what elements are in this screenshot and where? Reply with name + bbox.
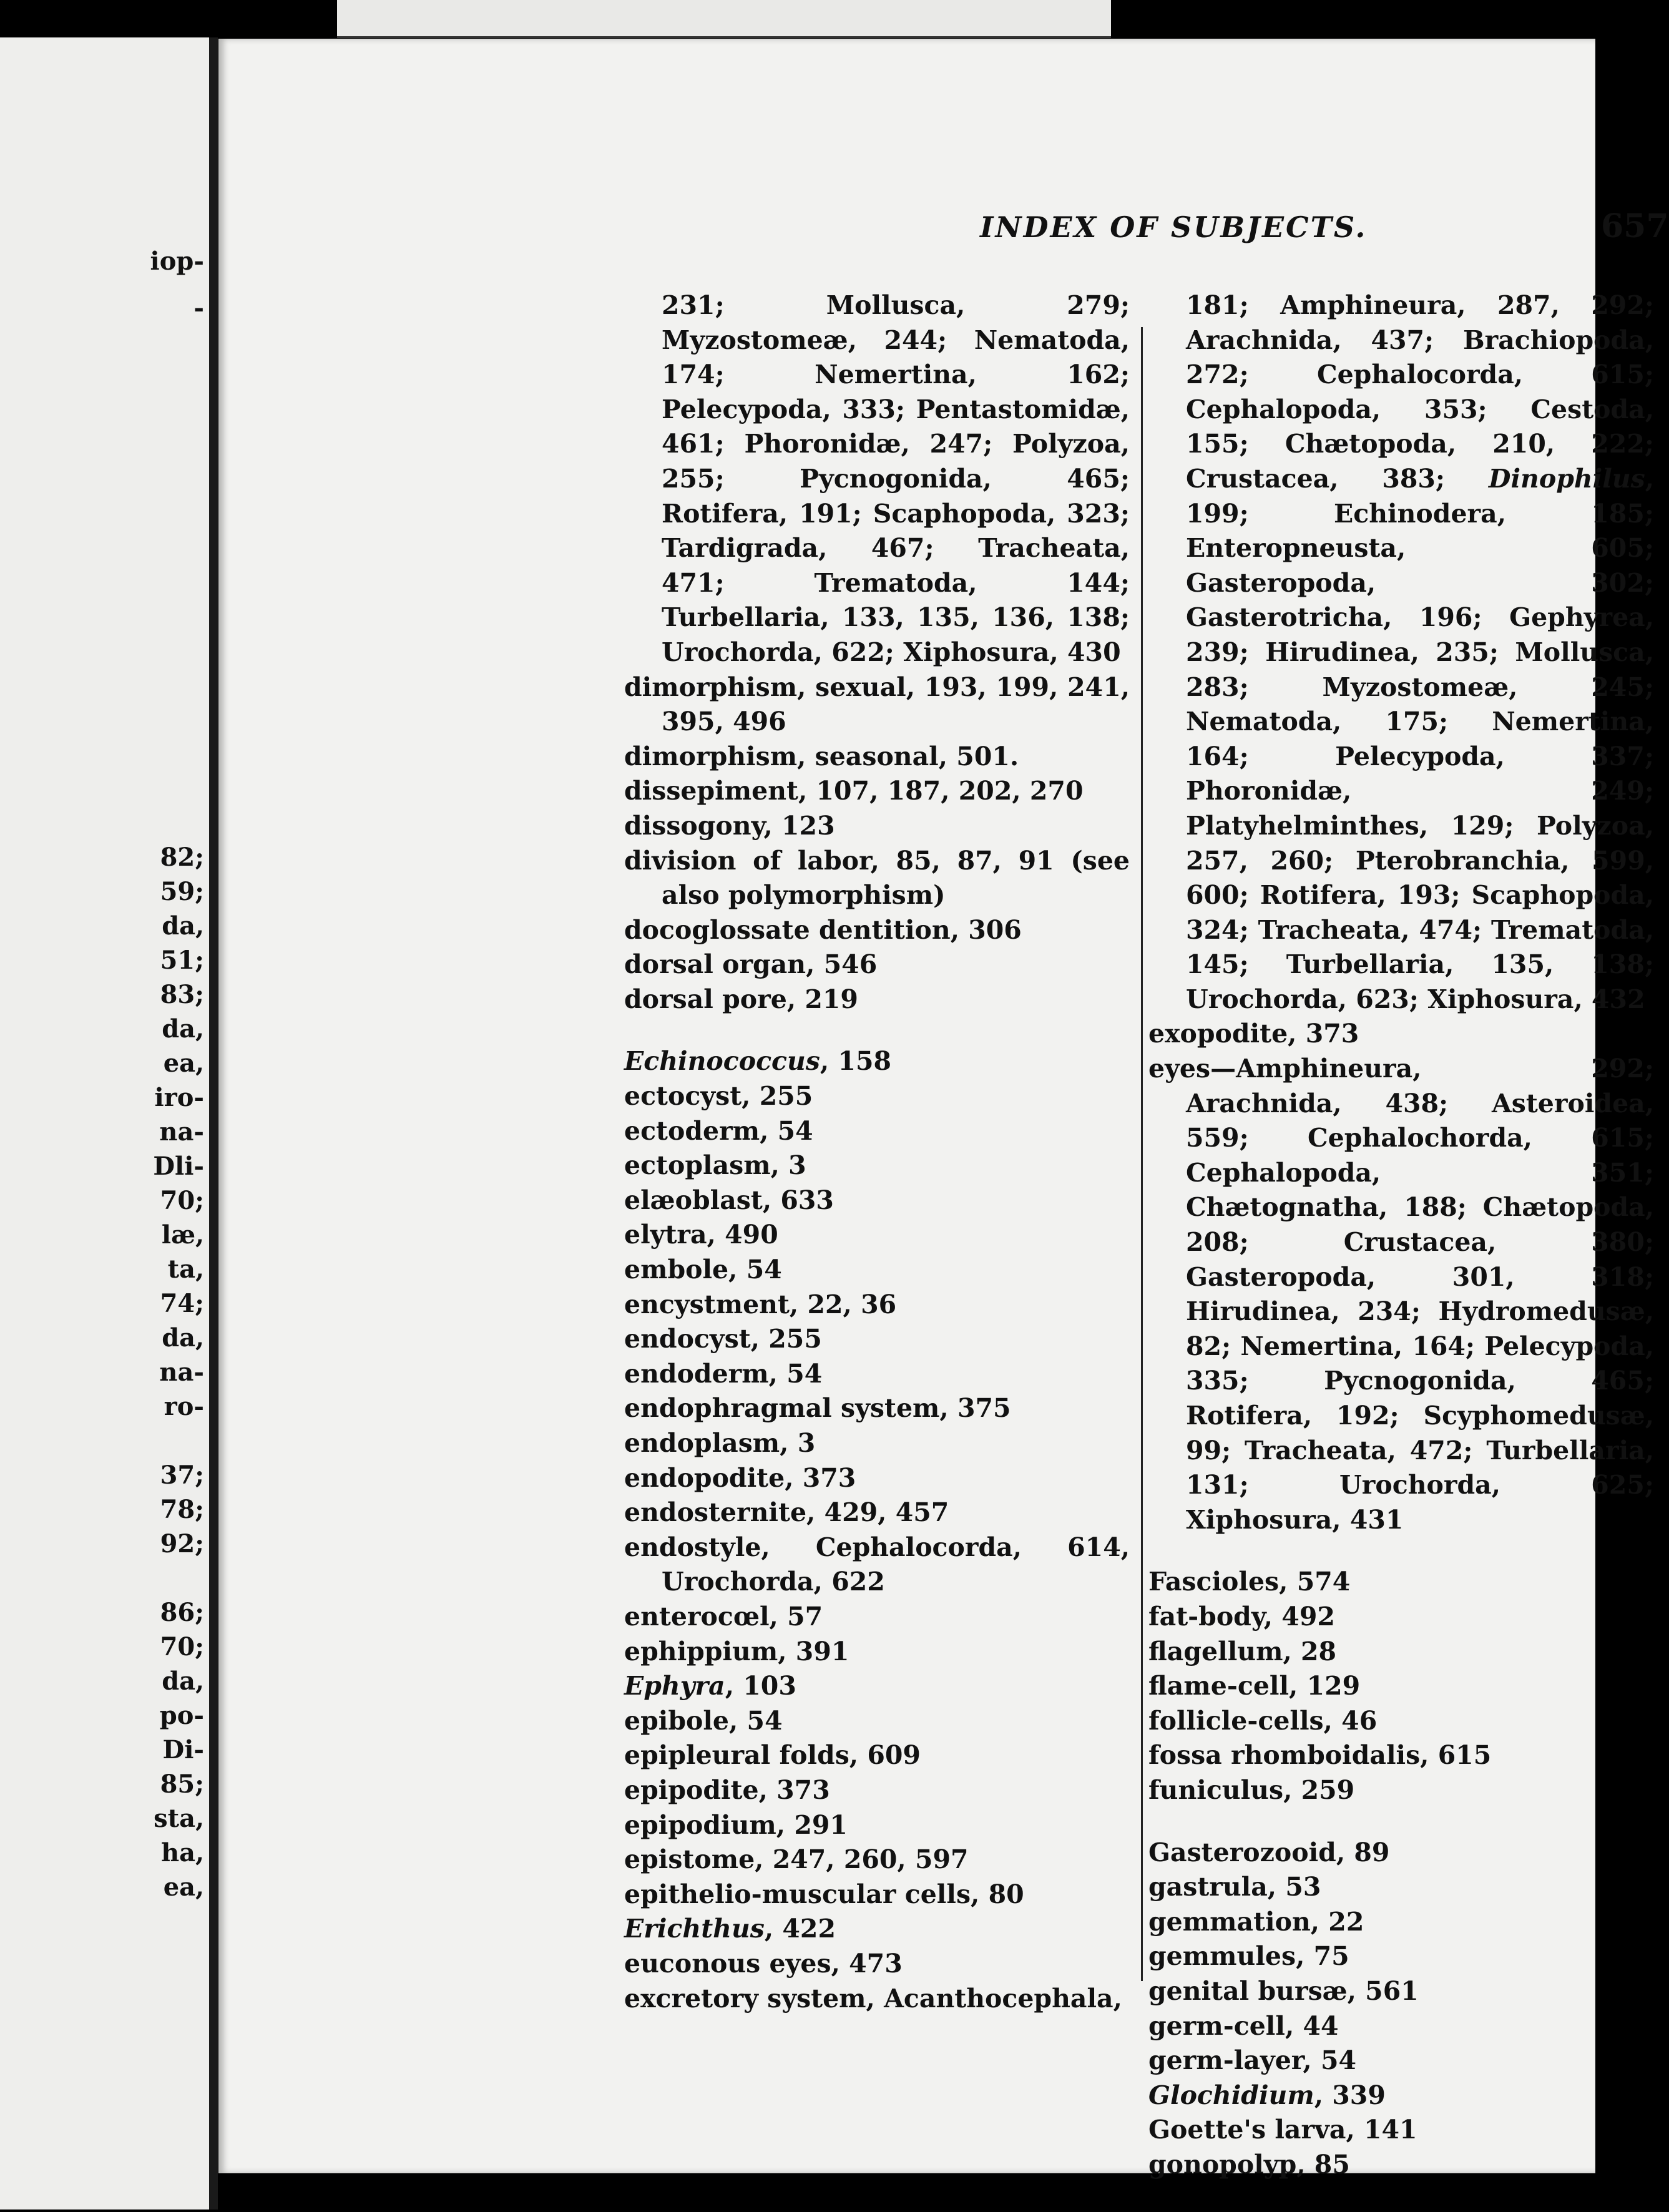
index-entry-text: germ-layer, 54 [1148,2045,1357,2076]
index-entry [1148,2113,1654,2148]
previous-page-text-fragment: 37; [160,1461,204,1490]
index-entry-text: , 199; Echinodera, 185; Enteropneusta, 605; Gasteropoda, 302; Gasterotricha, 196; Gephyrea, 239; Hirudinea, 235; Mollusca, 283; Myzostomeæ, 245; Nematoda, 175; Nemertina, 164; Pelecypoda, 337; Phoronidæ, 249; Platyhelminthes, 129; Polyzoa, 257, 260; Pterobranchia, 599, 600; Rotifera, 193; Scaphopoda, 324; Tracheata, 474; Trematoda, 145; Turbellaria, 135, 138; Urochorda, 623; Xiphosura, 432 [1186,463,1655,1014]
index-entry-text: , 103 [725,1671,796,1701]
index-entry-text: endostyle, Cephalocorda, 614, Urochorda, 622 [624,1532,1130,1597]
previous-page-text-fragment: na- [159,1117,204,1147]
index-entry-text: dimorphism, sexual, 193, 199, 241, 395, 496 [624,672,1130,737]
previous-page-text-fragment: - [193,293,204,323]
index-entry [624,1079,1130,1114]
previous-page-text-fragment: 86; [160,1598,204,1627]
index-entry [1148,1600,1654,1635]
index-entry-text: dissogony, 123 [624,810,835,841]
index-entry-text: euconous eyes, 473 [624,1948,903,1979]
index-entry-text: epistome, 247, 260, 597 [624,1844,969,1875]
index-entry-text: endosternite, 429, 457 [624,1497,949,1528]
index-entry [1148,1052,1654,1537]
index-entry-text: fat-body, 492 [1148,1601,1335,1632]
index-entry [624,1391,1130,1426]
index-entry [624,913,1130,948]
index-entry-term: Glochidium [1148,2080,1314,2110]
previous-page-text-fragment: iop- [150,247,204,276]
index-entry [624,1947,1130,1982]
previous-page-text-fragment: 85; [160,1769,204,1799]
index-entry-text: flame-cell, 129 [1148,1671,1361,1701]
index-entry [1148,2009,1654,2044]
index-entry-text: ephippium, 391 [624,1636,849,1666]
index-entry [624,1322,1130,1357]
index-entry-text: epipodite, 373 [624,1774,830,1805]
previous-page-text-fragment: na- [159,1358,204,1387]
index-entry [624,1669,1130,1704]
index-entry [1148,1738,1654,1773]
index-entry-term: Dinophilus [1488,463,1645,494]
index-entry-text: elytra, 490 [624,1220,778,1250]
index-entry-text: gonopolyp, 85 [1148,2149,1350,2180]
index-entry-term: Echinococcus [624,1046,820,1077]
index-entry [624,740,1130,775]
previous-page-text-fragment: læ, [161,1220,204,1250]
index-entry-text: elæoblast, 633 [624,1185,834,1215]
index-entry-text: ectoplasm, 3 [624,1150,806,1181]
index-entry-text: endocyst, 255 [624,1324,822,1354]
index-entry [1148,1836,1654,1871]
index-entry [624,670,1130,740]
index-entry-text: , 339 [1314,2080,1386,2110]
index-entry [1148,1939,1654,1974]
index-entry [1148,2078,1654,2113]
index-entry-text: exopodite, 373 [1148,1019,1359,1049]
index-entry [624,982,1130,1017]
previous-page-text-fragment: 83; [160,980,204,1009]
index-entry [624,1114,1130,1149]
previous-page-text-fragment: da, [162,911,204,941]
index-entry [1148,1773,1654,1808]
index-entry-text: endophragmal system, 375 [624,1393,1011,1424]
previous-page-text-fragment: 51; [160,946,204,975]
index-entry-term: Erichthus [624,1914,765,1944]
index-entry [624,1253,1130,1288]
index-entry-text: 181; Amphineura, 287, 292; Arachnida, 437; Brachiopoda, 272; Cephalocorda, 615; Cephalopoda, 353; Cestoda, 155; Chætopoda, 210, 222; Crustacea, 383; [1186,290,1654,494]
index-entry-text: docoglossate dentition, 306 [624,914,1022,945]
previous-page-text-fragment: da, [162,1323,204,1353]
previous-page-text-fragment: sta, [154,1804,204,1833]
previous-page-text-fragment: 78; [160,1495,204,1524]
index-entry [1148,1905,1654,1940]
index-entry [624,1704,1130,1739]
index-entry-text: enterocœl, 57 [624,1601,823,1632]
previous-page-edge [0,37,218,2210]
previous-page-text-fragment: Dli- [153,1152,204,1181]
index-entry-text: dorsal pore, 219 [624,984,858,1014]
index-entry [1148,1704,1654,1739]
previous-page-text-fragment: 92; [160,1529,204,1559]
index-entry [1148,1017,1654,1052]
index-entry-text: epipodium, 291 [624,1809,848,1840]
index-entry [624,1877,1130,1912]
index-entry-text: funiculus, 259 [1148,1774,1355,1805]
index-entry-text: endoderm, 54 [624,1358,823,1389]
index-entry [1148,2043,1654,2078]
index-entry-text: follicle-cells, 46 [1148,1705,1378,1736]
index-entry-text: genital bursæ, 561 [1148,1975,1419,2006]
index-entry-term: Ephyra [624,1671,725,1701]
index-entry-text: embole, 54 [624,1255,782,1285]
running-head: INDEX OF SUBJECTS. [980,210,1368,244]
index-entry-text: encystment, 22, 36 [624,1289,897,1319]
index-entry [624,1530,1130,1600]
previous-page-text-fragment: ro- [164,1392,204,1421]
previous-page-text-fragment: da, [162,1666,204,1696]
index-entry [624,1044,1130,1079]
previous-page-text-fragment: da, [162,1014,204,1044]
previous-page-text-fragment: ea, [163,1872,204,1902]
index-entry [624,1357,1130,1392]
index-column-left [624,288,1130,2016]
index-entry-text: Fascioles, 574 [1148,1567,1351,1597]
index-entry-text: gemmation, 22 [1148,1906,1364,1937]
index-entry [624,1148,1130,1183]
index-entry [624,1635,1130,1670]
previous-page-text-fragment: 82; [160,843,204,872]
index-entry-text: fossa rhomboidalis, 615 [1148,1740,1492,1771]
index-entry-text: , 422 [764,1914,836,1944]
index-entry-text: flagellum, 28 [1148,1636,1337,1666]
index-entry [624,1495,1130,1530]
index-entry-text: epibole, 54 [624,1705,783,1736]
index-entry-text: , 158 [820,1046,892,1077]
index-entry [1148,1870,1654,1905]
index-entry-text: division of labor, 85, 87, 91 (see also polymorphism) [624,845,1130,911]
index-entry [624,1288,1130,1323]
index-entry [624,1808,1130,1843]
index-entry-text: Goette's larva, 141 [1148,2115,1417,2145]
previous-page-text-fragment: 70; [160,1186,204,1215]
previous-page-text-fragment: Di- [162,1735,204,1764]
index-entry [624,1426,1130,1461]
index-entry-text: dissepiment, 107, 187, 202, 270 [624,776,1084,806]
index-entry-text: dimorphism, seasonal, 501. [624,741,1019,771]
index-entry-text: ectocyst, 255 [624,1081,813,1112]
index-entry-text: eyes—Amphineura, 292; Arachnida, 438; Asteroidea, 559; Cephalochorda, 615; Cephalopoda, 351; Chætognatha, 188; Chætopoda, 208; Crustacea, 380; Gasteropoda, 301, 318; Hirudinea, 234; Hydromedusæ, 82; Nemertina, 164; Pelecypoda, 335; Pycnogonida, 465; Rotifera, 192; Scyphomedusæ, 99; Tracheata, 472; Turbellaria, 131; Urochorda, 625; Xiphosura, 431 [1148,1054,1654,1535]
index-entry-text: gastrula, 53 [1148,1872,1321,1902]
previous-page-text-fragment: 70; [160,1632,204,1661]
previous-page-text-fragment: ta, [167,1255,204,1284]
binding-strip [337,0,1111,38]
index-entry [624,947,1130,982]
index-entry [624,1183,1130,1218]
index-entry-text: gemmules, 75 [1148,1941,1349,1972]
index-entry [1148,1635,1654,1670]
previous-page-text-fragment: iro- [154,1083,204,1112]
index-entry [624,844,1130,913]
index-entry-text: endoplasm, 3 [624,1428,816,1458]
previous-page-text-fragment: 59; [160,877,204,906]
index-entry-text: ectoderm, 54 [624,1115,813,1146]
index-entry-text: epithelio-muscular cells, 80 [624,1879,1024,1909]
index-entry [624,288,1130,670]
index-entry [624,1738,1130,1773]
previous-page-text-fragment: ha, [161,1838,204,1867]
index-entry [624,1843,1130,1877]
index-entry [1148,1565,1654,1600]
index-entry [1148,1974,1654,2009]
index-entry-text: epipleural folds, 609 [624,1740,921,1771]
index-entry [624,1912,1130,1947]
index-entry [624,1461,1130,1496]
index-entry-text: dorsal organ, 546 [624,949,878,980]
previous-page-text-fragment: ea, [163,1049,204,1078]
index-entry [624,809,1130,844]
index-entry [1148,288,1654,1017]
index-entry [624,1982,1130,2017]
index-entry [624,1600,1130,1635]
previous-page-text-fragment: po- [159,1701,204,1730]
index-page [218,39,1669,2180]
column-divider [1141,327,1143,1981]
index-column-right [1148,288,1654,2182]
index-entry [624,774,1130,809]
index-entry-text: 231; Mollusca, 279; Myzostomeæ, 244; Nematoda, 174; Nemertina, 162; Pelecypoda, 333; Pentastomidæ, 461; Phoronidæ, 247; Polyzoa, 255; Pycnogonida, 465; Rotifera, 191; Scaphopoda, 323; Tardigrada, 467; Tracheata, 471; Trematoda, 144; Turbellaria, 133, 135, 136, 138; Urochorda, 622; Xiphosura, 430 [662,290,1130,667]
index-entry-text: excretory system, Acanthocephala, [624,1983,1122,2014]
index-entry-text: endopodite, 373 [624,1462,856,1493]
page-number: 657 [1601,207,1669,245]
index-entry-text: Gasterozooid, 89 [1148,1837,1390,1867]
previous-page-text-fragment: 74; [160,1289,204,1318]
index-entry [624,1773,1130,1808]
index-entry [1148,1669,1654,1704]
index-entry-text: germ-cell, 44 [1148,2010,1339,2041]
index-entry [624,1218,1130,1253]
index-entry [1148,2148,1654,2183]
